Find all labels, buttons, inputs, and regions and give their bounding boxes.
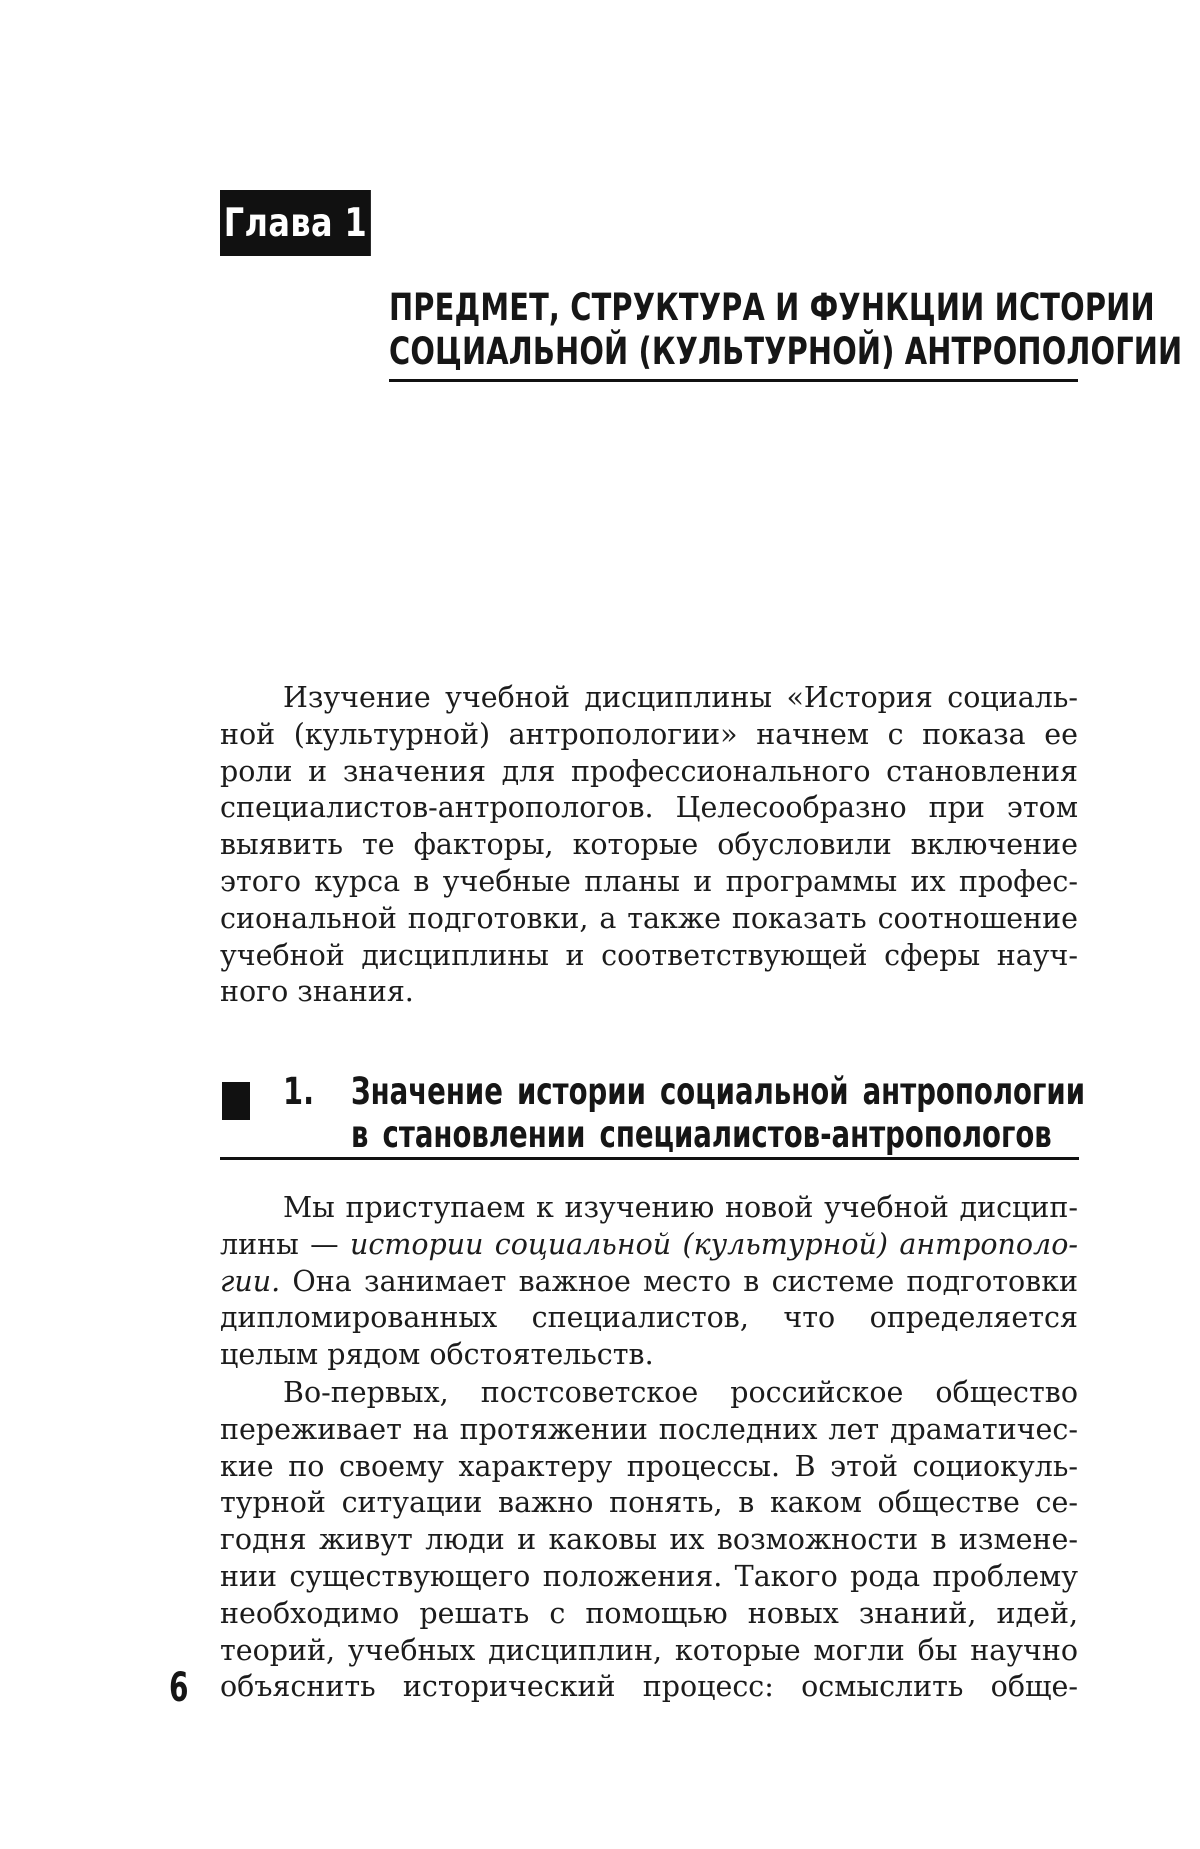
italic-term: гии. xyxy=(220,1264,281,1298)
body-paragraph-2 xyxy=(220,1375,1078,1706)
text-line: Мы приступаем к изучению новой учебной дисцип- xyxy=(283,1191,1078,1224)
text-run: Она занимает важное место в системе подготовки xyxy=(280,1264,1078,1298)
italic-term: истории социальной (культурной) антрополо- xyxy=(350,1227,1078,1261)
text-line: целым рядом обстоятельств. xyxy=(220,1338,654,1372)
text-line: учебной дисциплины и соответствующей сферы науч- xyxy=(220,938,1078,972)
text-line: роли и значения для профессионального становления xyxy=(220,754,1078,788)
text-line: кие по своему характеру процессы. В этой социокуль- xyxy=(220,1449,1078,1483)
section-title-rule xyxy=(220,1157,1079,1160)
body-paragraph-1 xyxy=(220,1190,1078,1374)
section-title-line: Значение истории социальной антропологии xyxy=(351,1070,1086,1113)
text-line: ной (культурной) антропологии» начнем с показа ее xyxy=(220,717,1078,751)
chapter-title-rule xyxy=(389,379,1078,382)
section-title xyxy=(351,1070,1086,1156)
text-line: нии существующего положения. Такого рода проблему xyxy=(220,1559,1078,1593)
text-line: турной ситуации важно понять, в каком обществе се- xyxy=(220,1486,1078,1520)
text-line: переживает на протяжении последних лет драматичес- xyxy=(220,1412,1078,1446)
text-line: этого курса в учебные планы и программы их профес- xyxy=(220,864,1078,898)
text-line: теорий, учебных дисциплин, которые могли бы научно xyxy=(220,1633,1078,1667)
text-line: годня живут люди и каковы их возможности в измене- xyxy=(220,1523,1078,1557)
text-line: Во-первых, постсоветское российское общество xyxy=(283,1376,1078,1409)
text-line xyxy=(220,1227,1078,1264)
text-line: необходимо решать с помощью новых знаний, идей, xyxy=(220,1596,1078,1630)
text-line: дипломированных специалистов, что определяется xyxy=(220,1301,1078,1335)
text-line: специалистов-антропологов. Целесообразно при этом xyxy=(220,791,1078,825)
chapter-title-line: СОЦИАЛЬНОЙ (КУЛЬТУРНОЙ) АНТРОПОЛОГИИ xyxy=(389,330,1183,373)
text-line: объяснить исторический процесс: осмыслить обще- xyxy=(220,1670,1078,1704)
text-line xyxy=(220,1264,1078,1301)
text-run: лины — xyxy=(220,1227,350,1261)
text-line: Изучение учебной дисциплины «История социаль- xyxy=(283,681,1078,714)
section-number: 1. xyxy=(283,1070,315,1113)
chapter-label: Глава 1 xyxy=(220,190,371,256)
section-marker-square xyxy=(222,1082,250,1120)
chapter-title-line: ПРЕДМЕТ, СТРУКТУРА И ФУНКЦИИ ИСТОРИИ xyxy=(389,286,1155,329)
section-title-line: в становлении специалистов-антропологов xyxy=(351,1113,1052,1156)
text-line: ного знания. xyxy=(220,975,414,1009)
chapter-title xyxy=(389,286,1183,374)
text-line: выявить те факторы, которые обусловили включение xyxy=(220,828,1078,862)
intro-paragraph xyxy=(220,680,1078,1011)
page-number: 6 xyxy=(169,1665,189,1711)
text-line: сиональной подготовки, а также показать соотношение xyxy=(220,901,1078,935)
